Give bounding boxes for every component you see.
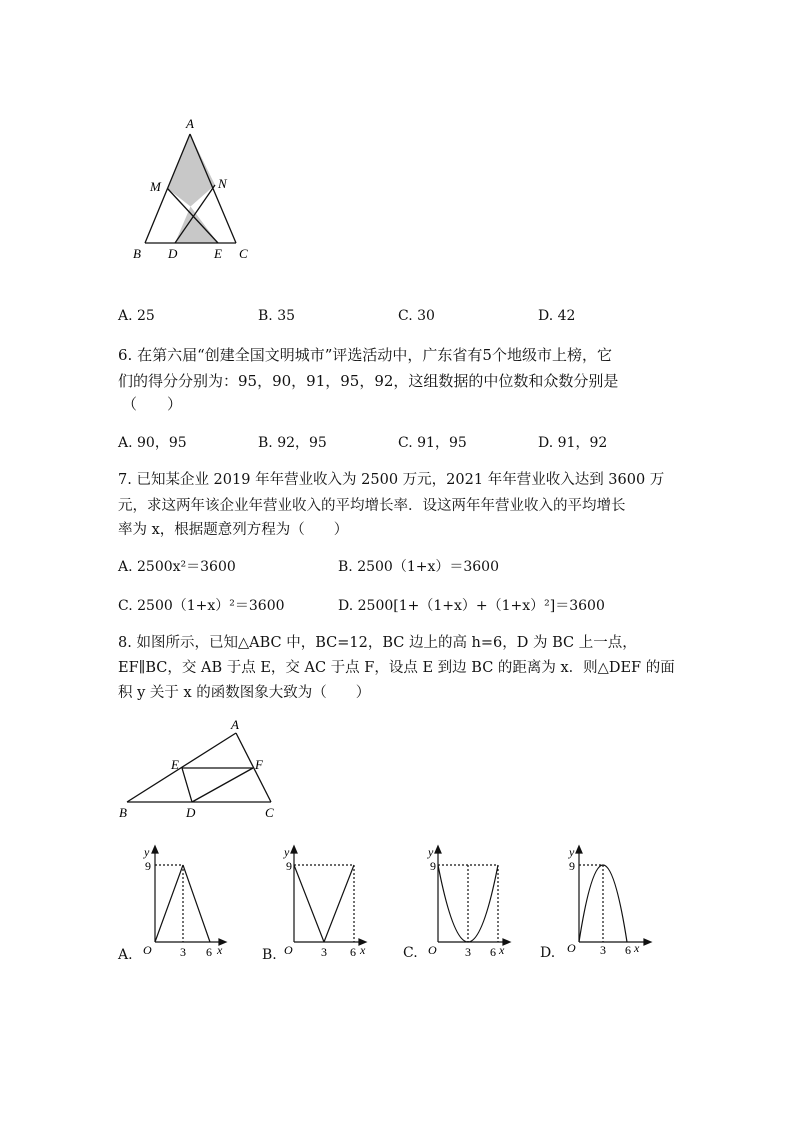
graph-option-b[interactable]: B. xyxy=(262,947,277,963)
tick-9: 9 xyxy=(430,859,436,873)
q8-stem-line-2: EF∥BC，交 AB 于点 E，交 AC 于点 F，设点 E 到边 BC 的距离为 x．则△DEF 的面 xyxy=(118,660,675,676)
y-arrow-icon xyxy=(435,846,441,853)
option-letter: A. xyxy=(118,559,133,575)
option-letter: C. xyxy=(118,598,133,614)
y-label: y xyxy=(284,845,290,859)
y-arrow-icon xyxy=(576,846,582,853)
segment-fd xyxy=(192,768,253,802)
q6-option-b[interactable] xyxy=(258,432,327,452)
option-text: 30 xyxy=(417,308,435,324)
label-m: M xyxy=(150,179,161,194)
origin-label: O xyxy=(143,943,152,957)
q7-stem-line-3: 率为 x，根据题意列方程为（ ） xyxy=(118,522,349,538)
tick-3: 3 xyxy=(321,945,327,959)
option-text: 2500[1+（1+x）+（1+x）²]＝3600 xyxy=(357,598,605,614)
q6-stem-line-2: 们的得分分别为：95，90，91，95，92，这组数据的中位数和众数分别是 xyxy=(118,372,619,390)
q7-stem-line-1: 7. 已知某企业 2019 年年营业收入为 2500 万元，2021 年年营业收入达到 3600 万 xyxy=(118,472,665,488)
tick-6: 6 xyxy=(625,943,631,957)
origin-label: O xyxy=(428,943,437,957)
curve xyxy=(324,865,354,942)
q7-option-a[interactable] xyxy=(118,556,236,576)
label-b: B xyxy=(133,246,141,261)
y-arrow-icon xyxy=(291,846,297,853)
label-a: A xyxy=(186,116,194,131)
option-text: 90，95 xyxy=(137,435,187,451)
q6-option-d[interactable] xyxy=(538,432,607,452)
option-letter: B. xyxy=(258,435,273,451)
tick-3: 3 xyxy=(180,945,186,959)
q6-option-a[interactable] xyxy=(118,432,187,452)
option-letter: D. xyxy=(538,308,554,324)
q6-stem-line-3: （ ） xyxy=(122,395,183,413)
label-f: F xyxy=(255,757,263,772)
label-n: N xyxy=(218,176,227,191)
q6-stem-line-1: 6. 在第六届“创建全国文明城市”评选活动中，广东省有5个地级市上榜，它 xyxy=(118,346,612,364)
option-text: 91，95 xyxy=(417,435,467,451)
curve xyxy=(155,865,183,942)
q8-stem-line-3: 积 y 关于 x 的函数图象大致为（ ） xyxy=(118,685,371,701)
option-letter: C. xyxy=(398,308,413,324)
label-a: A xyxy=(231,718,239,732)
option-text: 2500（1+x）²＝3600 xyxy=(137,598,285,614)
x-label: x xyxy=(217,943,223,957)
tick-6: 6 xyxy=(206,945,212,959)
option-text: 92，95 xyxy=(277,435,327,451)
q6-option-c[interactable] xyxy=(398,432,467,452)
option-text: 42 xyxy=(557,308,576,324)
curve xyxy=(294,865,324,942)
origin-label: O xyxy=(567,941,576,955)
q7-stem-line-2: 元，求这两年该企业年营业收入的平均增长率．设这两年年营业收入的平均增长 xyxy=(118,498,626,514)
option-letter: B. xyxy=(338,559,353,575)
x-label: x xyxy=(360,943,366,957)
option-letter: A. xyxy=(118,308,133,324)
q5-option-d[interactable] xyxy=(538,308,575,324)
label-c: C xyxy=(239,246,248,261)
graph-option-c[interactable]: C. xyxy=(403,945,418,961)
q7-option-d[interactable] xyxy=(338,595,605,615)
q8-triangle-figure xyxy=(115,718,285,823)
graph-d xyxy=(565,842,655,960)
option-letter: C. xyxy=(398,435,413,451)
x-label: x xyxy=(634,941,640,955)
x-arrow-icon xyxy=(644,939,651,945)
tick-6: 6 xyxy=(490,945,496,959)
tick-3: 3 xyxy=(465,945,471,959)
option-letter: A. xyxy=(118,435,133,451)
y-label: y xyxy=(144,845,150,859)
segment-ed xyxy=(182,768,192,802)
label-b: B xyxy=(119,805,127,820)
graph-a xyxy=(140,842,230,960)
y-arrow-icon xyxy=(152,846,158,853)
tick-3: 3 xyxy=(600,943,606,957)
graph-option-d[interactable]: D. xyxy=(540,945,556,961)
q7-option-b[interactable] xyxy=(338,556,499,576)
graph-c xyxy=(424,842,514,960)
tick-6: 6 xyxy=(350,945,356,959)
label-d: D xyxy=(186,805,196,820)
x-label: x xyxy=(499,943,505,957)
option-text: 35 xyxy=(277,308,296,324)
tick-9: 9 xyxy=(145,859,151,873)
q5-triangle-figure xyxy=(128,115,258,265)
y-label: y xyxy=(569,845,575,859)
option-text: 2500x²＝3600 xyxy=(137,559,236,575)
q8-stem-line-1: 8. 如图所示，已知△ABC 中，BC=12，BC 边上的高 h=6，D 为 BC 上一点， xyxy=(118,635,637,651)
q5-option-a[interactable] xyxy=(118,308,155,324)
label-c: C xyxy=(265,805,274,820)
q5-option-c[interactable] xyxy=(398,308,435,324)
q7-option-c[interactable] xyxy=(118,595,285,615)
q5-option-b[interactable] xyxy=(258,308,295,324)
option-letter: D. xyxy=(538,435,554,451)
label-e: E xyxy=(171,757,179,772)
option-letter: B. xyxy=(258,308,273,324)
option-text: 2500（1+x）＝3600 xyxy=(357,559,499,575)
option-letter: D. xyxy=(338,598,354,614)
label-d: D xyxy=(168,246,178,261)
label-e: E xyxy=(214,246,222,261)
curve xyxy=(183,865,210,942)
y-label: y xyxy=(428,845,434,859)
option-text: 91，92 xyxy=(557,435,608,451)
option-text: 25 xyxy=(137,308,155,324)
origin-label: O xyxy=(284,943,293,957)
graph-option-a[interactable]: A. xyxy=(118,947,133,963)
graph-b xyxy=(280,842,370,960)
tick-9: 9 xyxy=(286,859,292,873)
tick-9: 9 xyxy=(569,859,575,873)
